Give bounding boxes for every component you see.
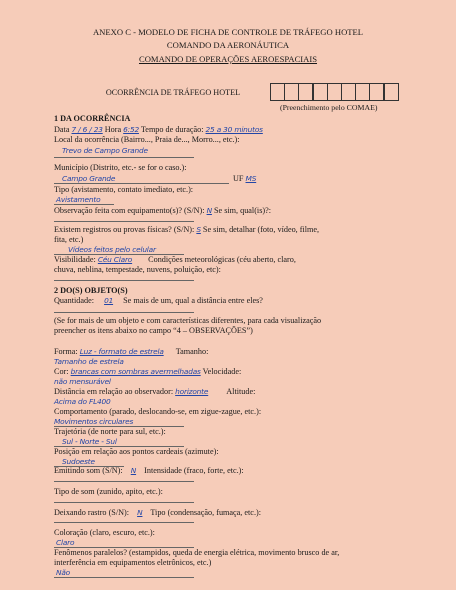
trail-line <box>54 522 194 523</box>
sound-type-label: Tipo de som (zunido, apito, etc.): <box>54 487 163 496</box>
behavior-label: Comportamento (parado, deslocando-se, em zigue-zague, etc.): <box>54 407 262 416</box>
equipment-row <box>54 206 434 216</box>
size-value[interactable]: Tamanho de estrela <box>54 357 124 366</box>
occurrence-title: OCORRÊNCIA DE TRÁFEGO HOTEL <box>105 88 241 97</box>
date-row <box>54 125 434 135</box>
uf-label: UF <box>233 174 244 183</box>
visibility-value[interactable]: Céu Claro <box>97 255 133 264</box>
type-line <box>54 204 114 205</box>
date-label: Data <box>54 125 70 134</box>
annex-title: ANEXO C - MODELO DE FICHA DE CONTROLE DE TRÁFEGO HOTEL <box>92 27 364 37</box>
uf-row <box>233 174 313 184</box>
id-box[interactable] <box>284 83 299 101</box>
trail-type-label: Tipo (condensação, fumaça, etc.): <box>150 508 261 517</box>
type-value[interactable]: Avistamento <box>56 195 101 204</box>
type-label: Tipo (avistamento, contato imediato, etc.): <box>54 185 194 194</box>
operations-command-title: COMANDO DE OPERAÇÕES AEROESPACIAIS <box>138 54 318 64</box>
city-value[interactable]: Campo Grande <box>62 174 116 183</box>
records-detail-label2: fita, etc.) <box>54 235 84 244</box>
visibility-label: Visibilidade: <box>54 255 96 264</box>
altitude-value[interactable]: Acima do FL400 <box>54 397 111 406</box>
parallel-label: Fenômenos paralelos? (estampidos, queda de energia elétrica, movimento brusco de ar, <box>54 548 340 557</box>
size-label: Tamanho: <box>175 347 209 356</box>
records-label: Existem registros ou provas físicas? (S/N): <box>54 225 195 234</box>
comae-id-boxes <box>270 83 398 101</box>
speed-value[interactable]: não mensurável <box>54 377 111 386</box>
color-row <box>54 367 434 377</box>
quantity-value[interactable]: 01 <box>104 296 114 305</box>
form-label: Forma: <box>54 347 78 356</box>
color-label: Cor: <box>54 367 69 376</box>
parallel-line <box>54 577 194 578</box>
records-value[interactable]: S <box>196 225 201 234</box>
comae-note: (Preenchimento pelo COMAE) <box>280 103 378 112</box>
place-label: Local da ocorrência (Bairro..., Praia de..., Morro..., etc.): <box>54 135 240 144</box>
note-line2: preencher os itens abaixo no campo “4 – OBSERVAÇÕES”) <box>54 326 253 335</box>
coloration-value[interactable]: Claro <box>56 538 75 547</box>
equipment-which-label: Se sim, qual(is)?: <box>213 206 272 215</box>
hour-label: Hora <box>104 125 122 134</box>
id-box[interactable] <box>313 83 328 101</box>
equipment-line <box>54 221 194 222</box>
sound-line <box>54 481 194 482</box>
trail-value[interactable]: N <box>137 508 143 517</box>
quantity-row <box>54 296 434 306</box>
duration-label: Tempo de duração: <box>140 125 204 134</box>
city-line <box>54 183 229 184</box>
duration-value[interactable]: 25 a 30 minutos <box>205 125 263 134</box>
sound-type-line <box>54 502 194 503</box>
id-box[interactable] <box>369 83 384 101</box>
id-box[interactable] <box>298 83 313 101</box>
parallel-label2: interferência em equipamentos eletrônicos, etc.) <box>54 558 212 567</box>
distance-obs-row <box>54 387 434 397</box>
visibility-row <box>54 255 434 265</box>
form-value[interactable]: Luz - formato de estrela <box>79 347 164 356</box>
quantity-label: Quantidade: <box>54 296 95 305</box>
date-value[interactable]: 7 / 6 / 23 <box>71 125 103 134</box>
trail-row <box>54 508 434 518</box>
id-box[interactable] <box>270 83 285 101</box>
color-value[interactable]: brancas com sombras avermelhadas <box>70 367 201 376</box>
form-row <box>54 347 434 357</box>
section2-heading: 2 DO(S) OBJETO(S) <box>54 286 128 295</box>
equipment-label: Observação feita com equipamento(s)? (S/N): <box>54 206 205 215</box>
records-detail-label: Se sim, detalhar (foto, vídeo, filme, <box>202 225 320 234</box>
id-box[interactable] <box>327 83 342 101</box>
intensity-label: Intensidade (fraco, forte, etc.): <box>144 466 244 475</box>
weather-line <box>54 280 194 281</box>
id-box[interactable] <box>341 83 356 101</box>
place-line <box>54 157 194 158</box>
id-box[interactable] <box>355 83 370 101</box>
trail-label: Deixando rastro (S/N): <box>54 508 130 517</box>
trajectory-label: Trajetória (de norte para sul, etc.): <box>54 427 166 436</box>
quantity-line <box>54 312 194 313</box>
position-value[interactable]: Sudoeste <box>62 457 95 466</box>
city-label: Município (Distrito, etc.- se for o caso.): <box>54 163 187 172</box>
behavior-value[interactable]: Movimentos circulares <box>54 417 134 426</box>
weather-label: Condições meteorológicas (céu aberto, claro, <box>148 255 296 264</box>
parallel-value[interactable]: Não <box>56 568 70 577</box>
sound-label: Emitindo som (S/N): <box>54 466 123 475</box>
speed-label: Velocidade: <box>202 367 242 376</box>
uf-value[interactable]: MS <box>245 174 257 183</box>
equipment-value[interactable]: N <box>206 206 212 215</box>
records-detail-value[interactable]: Vídeos feitos pelo celular <box>68 245 156 254</box>
id-box[interactable] <box>384 83 399 101</box>
position-label: Posição em relação aos pontos cardeais (azimute): <box>54 447 219 456</box>
records-row <box>54 225 434 235</box>
hour-value[interactable]: 6:52 <box>123 125 139 134</box>
coloration-label: Coloração (claro, escuro, etc.): <box>54 528 155 537</box>
altitude-label: Altitude: <box>226 387 256 396</box>
distance-between-label: Se mais de um, qual a distância entre eles? <box>123 296 263 305</box>
distance-obs-value[interactable]: horizonte <box>175 387 209 396</box>
place-value[interactable]: Trevo de Campo Grande <box>62 146 148 155</box>
sound-value[interactable]: N <box>130 466 137 475</box>
section1-heading: 1 DA OCORRÊNCIA <box>54 114 131 123</box>
trajectory-value[interactable]: Sul - Norte - Sul <box>62 437 117 446</box>
sound-row <box>54 466 434 476</box>
note-line1: (Se for mais de um objeto e com características diferentes, para cada visualização <box>54 316 322 325</box>
weather-label2: chuva, neblina, tempestade, nuvens, poluição, etc): <box>54 265 221 274</box>
distance-obs-label: Distância em relação ao observador: <box>54 387 174 396</box>
command-title: COMANDO DA AERONÁUTICA <box>166 40 290 50</box>
